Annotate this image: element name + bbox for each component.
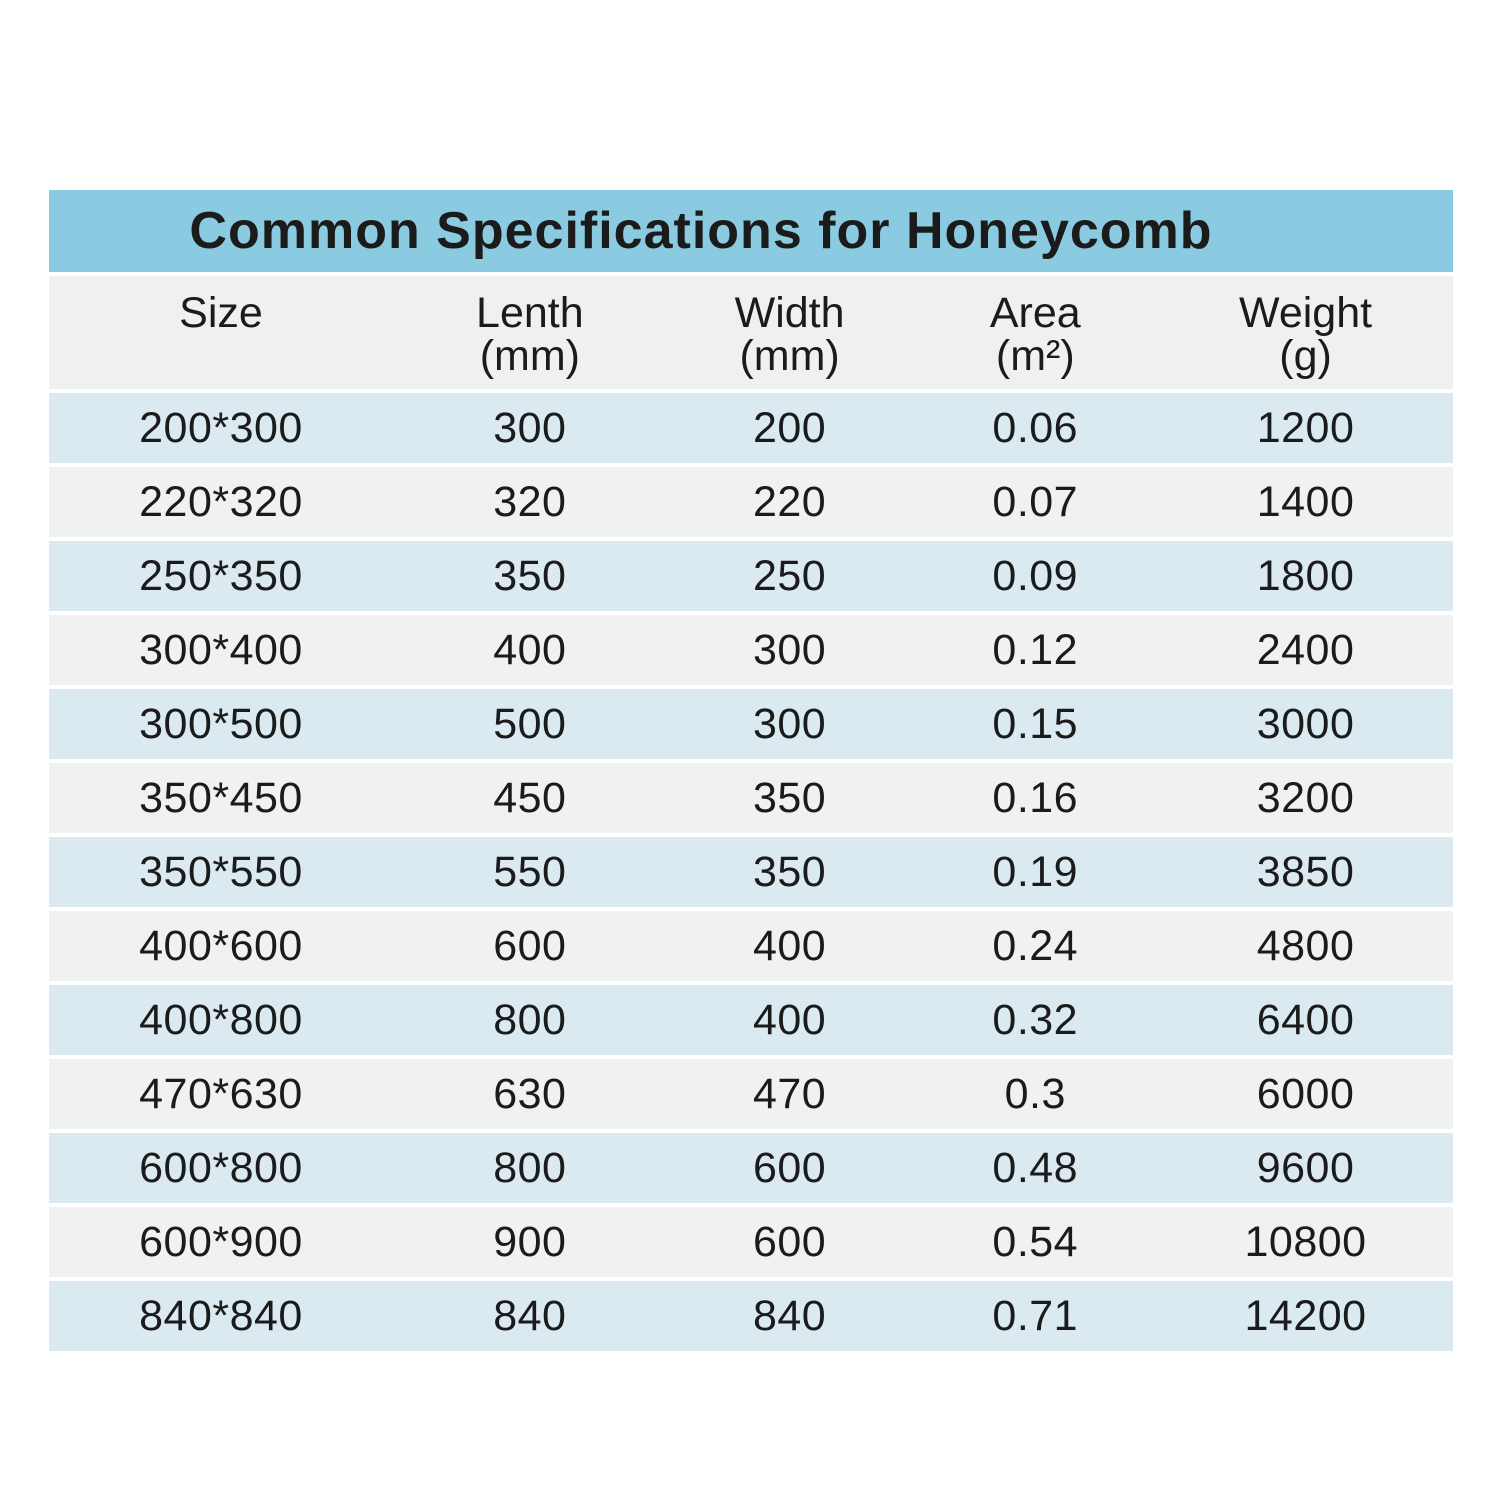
cell-area: 0.19	[992, 847, 1079, 896]
cell-area: 0.16	[992, 773, 1079, 822]
column-header-size-label: Size	[179, 289, 263, 337]
cell-width: 400	[752, 995, 827, 1044]
cell-width: 200	[752, 403, 827, 452]
cell-weight: 3000	[1256, 699, 1355, 748]
cell-area: 0.24	[992, 921, 1079, 970]
cell-width: 300	[752, 699, 827, 748]
table-row	[49, 763, 1453, 833]
column-header-length-unit: (mm)	[479, 332, 580, 380]
cell-size: 470*630	[139, 1069, 303, 1118]
cell-area: 0.09	[992, 551, 1079, 600]
cell-weight: 3850	[1256, 847, 1355, 896]
column-header-area	[912, 276, 1158, 389]
column-header-area-unit: (m²)	[995, 332, 1075, 380]
column-header-weight	[1158, 276, 1453, 389]
cell-length: 500	[493, 699, 567, 748]
column-header-width-unit: (mm)	[739, 332, 840, 380]
cell-area: 0.3	[1004, 1069, 1066, 1118]
cell-width: 300	[752, 625, 827, 674]
cell-width: 350	[752, 773, 827, 822]
table-row	[49, 393, 1453, 463]
cell-area: 0.32	[992, 995, 1079, 1044]
cell-length: 630	[493, 1069, 567, 1118]
cell-length: 900	[493, 1217, 567, 1266]
cell-weight: 2400	[1256, 625, 1355, 674]
cell-width: 400	[752, 921, 827, 970]
cell-area: 0.48	[992, 1143, 1079, 1192]
table-row	[49, 615, 1453, 685]
cell-area: 0.71	[992, 1291, 1079, 1340]
cell-size: 600*900	[139, 1217, 303, 1266]
cell-length: 320	[493, 477, 567, 526]
spec-table	[49, 272, 1453, 1355]
cell-weight: 6400	[1256, 995, 1355, 1044]
cell-area: 0.15	[992, 699, 1079, 748]
cell-weight: 14200	[1244, 1291, 1367, 1340]
table-row	[49, 689, 1453, 759]
table-row	[49, 1281, 1453, 1351]
table-row	[49, 1207, 1453, 1277]
cell-width: 600	[752, 1217, 827, 1266]
cell-length: 550	[493, 847, 567, 896]
table-row	[49, 911, 1453, 981]
cell-size: 300*400	[139, 625, 303, 674]
cell-length: 450	[493, 773, 567, 822]
table-row	[49, 1133, 1453, 1203]
cell-weight: 1400	[1256, 477, 1355, 526]
table-body	[49, 393, 1453, 1351]
cell-weight: 1800	[1256, 551, 1355, 600]
cell-length: 800	[493, 1143, 567, 1192]
column-header-width	[667, 276, 913, 389]
cell-weight: 10800	[1244, 1217, 1367, 1266]
table-row	[49, 837, 1453, 907]
cell-length: 840	[493, 1291, 567, 1340]
cell-weight: 9600	[1256, 1143, 1355, 1192]
cell-size: 250*350	[139, 551, 303, 600]
cell-width: 250	[752, 551, 827, 600]
table-row	[49, 985, 1453, 1055]
cell-size: 220*320	[139, 477, 303, 526]
cell-size: 300*500	[139, 699, 303, 748]
cell-width: 470	[752, 1069, 827, 1118]
column-header-width-label: Width	[734, 289, 845, 337]
cell-width: 350	[752, 847, 827, 896]
cell-width: 840	[752, 1291, 827, 1340]
honeycomb-spec-table	[49, 190, 1453, 1355]
cell-length: 350	[493, 551, 567, 600]
table-title: Common Specifications for Honeycomb	[189, 202, 1213, 260]
cell-weight: 4800	[1256, 921, 1355, 970]
table-row	[49, 1059, 1453, 1129]
cell-size: 350*550	[139, 847, 303, 896]
cell-size: 200*300	[139, 403, 303, 452]
cell-size: 400*800	[139, 995, 303, 1044]
cell-weight: 1200	[1256, 403, 1355, 452]
cell-width: 600	[752, 1143, 827, 1192]
cell-width: 220	[752, 477, 827, 526]
column-header-area-label: Area	[989, 289, 1081, 337]
cell-length: 600	[493, 921, 567, 970]
cell-size: 840*840	[139, 1291, 303, 1340]
cell-area: 0.07	[992, 477, 1079, 526]
column-header-length-label: Lenth	[476, 289, 584, 337]
table-row	[49, 541, 1453, 611]
cell-size: 400*600	[139, 921, 303, 970]
cell-weight: 6000	[1256, 1069, 1355, 1118]
table-title-bar	[49, 190, 1453, 272]
column-header-weight-unit: (g)	[1279, 332, 1332, 380]
header-row	[49, 276, 1453, 389]
cell-size: 350*450	[139, 773, 303, 822]
column-header-size	[49, 276, 393, 389]
cell-area: 0.54	[992, 1217, 1079, 1266]
cell-size: 600*800	[139, 1143, 303, 1192]
cell-length: 400	[493, 625, 567, 674]
cell-area: 0.12	[992, 625, 1079, 674]
column-header-weight-label: Weight	[1239, 289, 1373, 337]
table-row	[49, 467, 1453, 537]
column-header-size-unit	[50, 336, 392, 376]
cell-length: 800	[493, 995, 567, 1044]
cell-weight: 3200	[1256, 773, 1355, 822]
cell-length: 300	[493, 403, 567, 452]
cell-area: 0.06	[992, 403, 1079, 452]
column-header-length	[393, 276, 667, 389]
